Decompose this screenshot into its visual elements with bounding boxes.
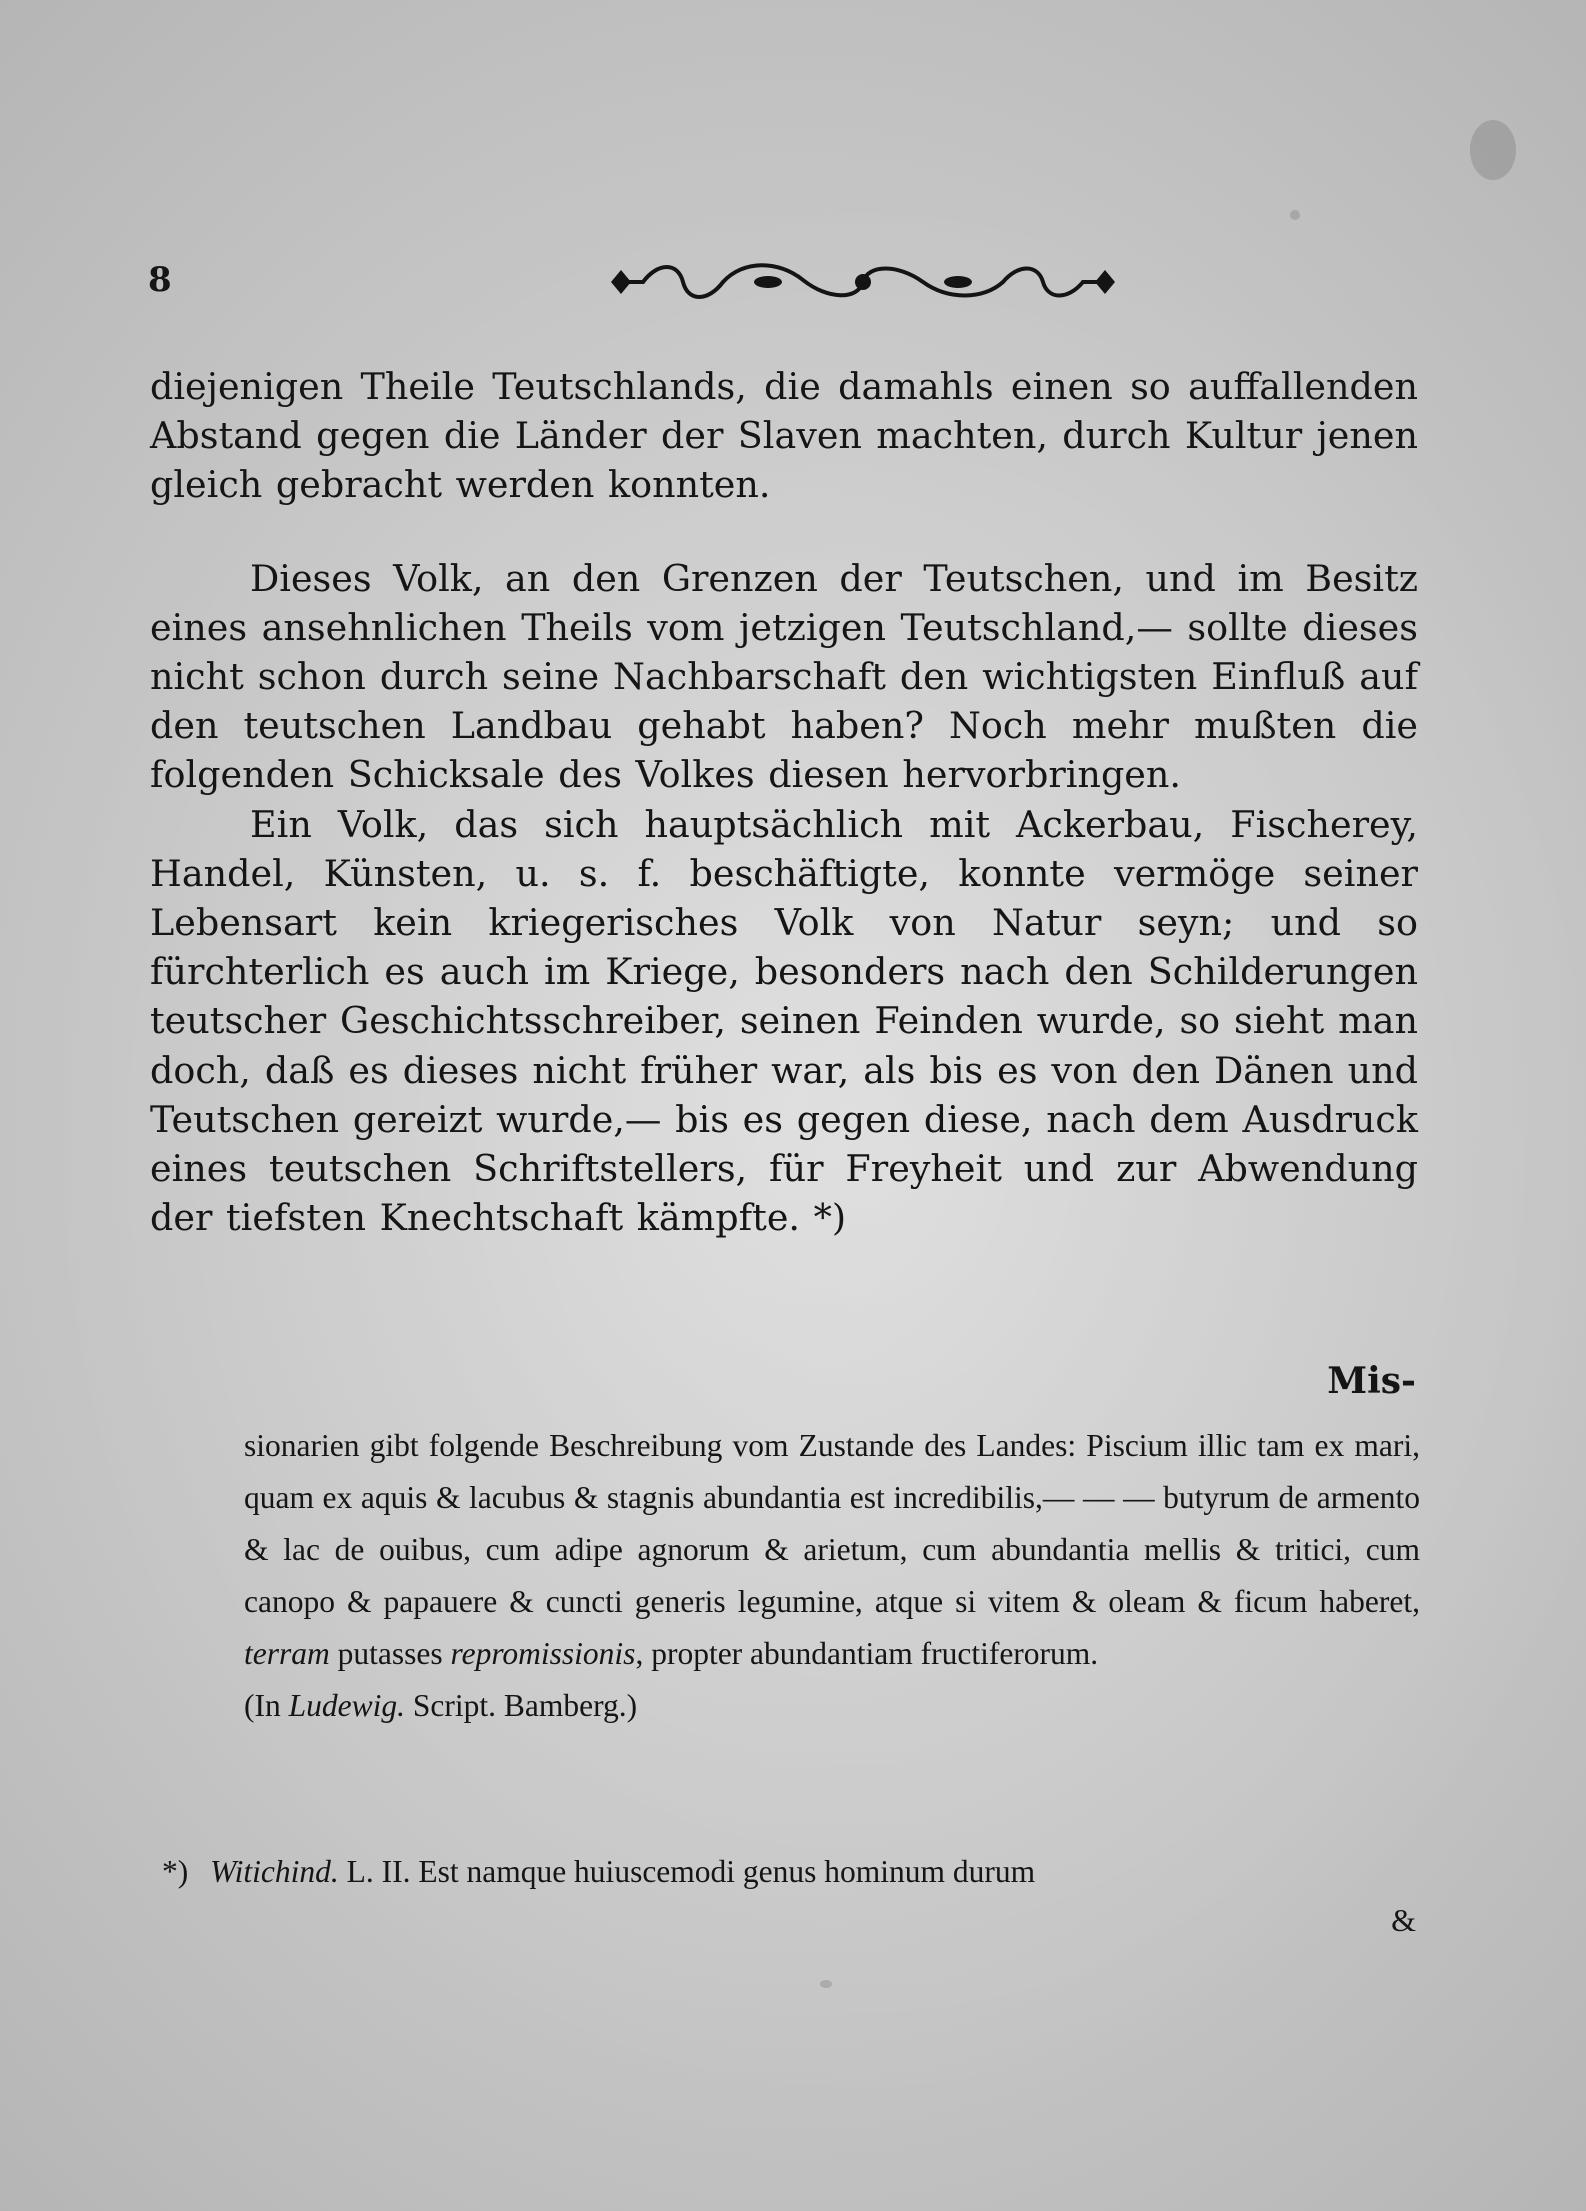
- latin-quote-italic: repromissionis: [450, 1636, 636, 1671]
- source-author: Ludewig.: [288, 1688, 405, 1723]
- paragraph: Dieses Volk, an den Grenzen der Teutschen, und im Besitz eines ansehnlichen Theils vom jetzigen Teutschland,— sollte dieses nicht schon durch seine Nachbarschaft den wichtigsten Einfluß auf den teutschen Landbau gehabt haben? Noch mehr mußten die folgenden Schicksale des Volkes diesen hervorbringen.: [150, 556, 1418, 797]
- footnote-source: Witichind.: [210, 1854, 339, 1889]
- latin-quote: putasses: [337, 1636, 443, 1671]
- source-open: (In: [244, 1688, 281, 1723]
- paragraph: diejenigen Theile Teutschlands, die damahls einen so auffallenden Abstand gegen die Länder der Slaven machten, durch Kultur jenen gleich gebracht werden konnten.: [150, 365, 1418, 507]
- footnote-marker: *): [162, 1854, 189, 1889]
- note-text: [244, 1420, 1420, 1732]
- note-source: [244, 1688, 637, 1723]
- latin-quote: Piscium illic tam ex mari, quam ex aquis & lacubus & stagnis abundantia est incredibilis,— — — butyrum de armento & lac de ouibus, cum adipe agnorum & arietum, cum abundantia mellis & tritici, cum canopo & papauere & cuncti generis legumine, atque si vitem & oleam & ficum haberet,: [244, 1428, 1420, 1619]
- ornamental-rule-icon: [603, 252, 1123, 312]
- paper-speck: [1290, 210, 1300, 220]
- latin-quote: , propter abundantiam fructiferorum.: [635, 1636, 1099, 1671]
- page-number: 8: [148, 260, 172, 300]
- footnote: [162, 1846, 1422, 1898]
- page-header: [148, 252, 1418, 312]
- latin-quote-italic: terram: [244, 1636, 330, 1671]
- paper-speck: [820, 1980, 832, 1988]
- footnote-text: L. II. Est namque huiuscemodi genus hominum durum: [346, 1854, 1036, 1889]
- paragraph: Ein Volk, das sich hauptsächlich mit Ackerbau, Fischerey, Handel, Künsten, u. s. f. beschäftigte, konnte vermöge seiner Lebensart kein kriegerisches Volk von Natur seyn; und so fürchterlich es auch im Kriege, besonders nach den Schilderungen teutscher Geschichtsschreiber, seinen Feinden wurde, so sieht man doch, daß es dieses nicht früher war, als bis es von den Dänen und Teutschen gereizt wurde,— bis es gegen diese, nach dem Ausdruck eines teutschen Schriftstellers, für Freyheit und zur Abwendung der tiefsten Knechtschaft kämpfte. *): [150, 802, 1418, 1240]
- note-lead: sionarien gibt folgende Beschreibung vom Zustande des Landes:: [244, 1428, 1077, 1463]
- main-text: [150, 362, 1418, 1242]
- catchword: Mis-: [1327, 1360, 1416, 1402]
- source-close: Script. Bamberg.): [412, 1688, 638, 1723]
- note-block: [244, 1420, 1420, 1732]
- paper-stain: [1470, 120, 1516, 180]
- footnote-catchword: &: [1391, 1902, 1416, 1938]
